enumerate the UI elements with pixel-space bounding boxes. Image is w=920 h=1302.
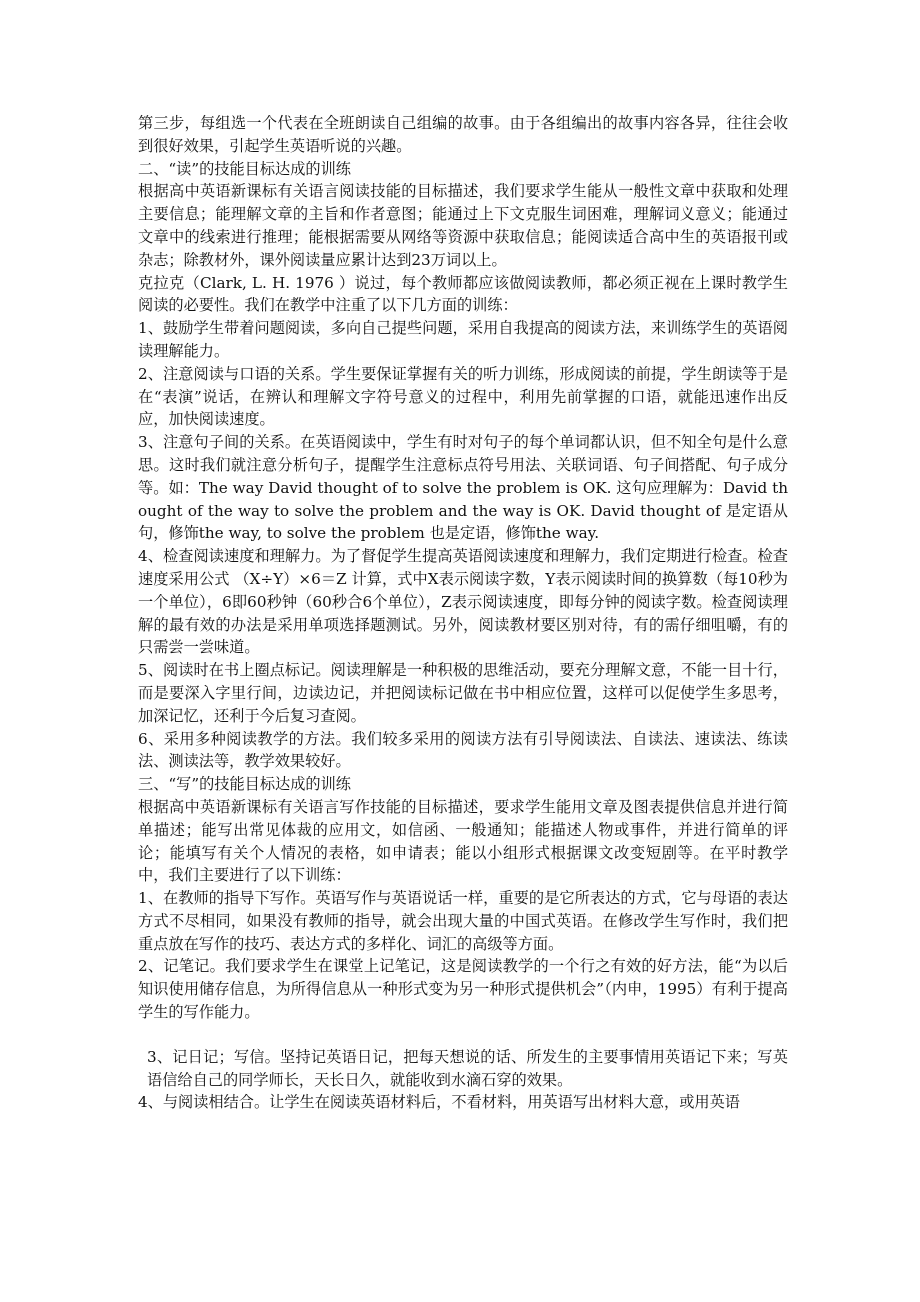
list-item-reading-4: 4、检查阅读速度和理解力。为了督促学生提高英语阅读速度和理解力，我们定期进行检查。检查速度采用公式 （X÷Y）×6＝Z 计算，式中X表示阅读字数，Y表示阅读时间的换算数（每10秒为一个单位），6即60秒钟（60秒合6个单位），Z表示阅读速度，即每分钟的阅读字数。检查阅读理解的最有效的办法是采用单项选择题测试。另外，阅读教材要区别对待，有的需仔细咀嚼，有的只需尝一尝味道。 [138, 547, 788, 657]
list-item-reading-6: 6、采用多种阅读教学的方法。我们较多采用的阅读方法有引导阅读法、自读法、速读法、练读法、测读法等，教学效果较好。 [138, 729, 788, 771]
list-item-reading-5: 5、阅读时在书上圈点标记。阅读理解是一种积极的思维活动，要充分理解文意，不能一目十行，而是要深入字里行间，边读边记，并把阅读标记做在书中相应位置，这样可以促使学生多思考，加深记忆，还利于今后复习查阅。 [138, 661, 788, 725]
document-page [138, 112, 788, 1114]
list-item-reading-3: 3、注意句子间的关系。在英语阅读中，学生有时对句子的每个单词都认识，但不知全句是什么意思。这时我们就注意分析句子，提醒学生注意标点符号用法、关联词语、句子间搭配、句子成分等。如：The way David thought of to solve the problem is OK. 这句应理解为：David thought of the way to solve the problem and the way is OK. David thought of 是定语从句，修饰the way, to solve the problem 也是定语，修饰the way. [138, 433, 788, 543]
list-item-reading-1: 1、鼓励学生带着问题阅读，多向自己提些问题，采用自我提高的阅读方法，来训练学生的英语阅读理解能力。 [138, 319, 788, 360]
list-item-reading-2: 2、注意阅读与口语的关系。学生要保证掌握有关的听力训练，形成阅读的前提，学生朗读等于是在“表演”说话，在辨认和理解文字符号意义的过程中，利用先前掌握的口语，就能迅速作出反应，加快阅读速度。 [138, 364, 788, 429]
paragraph-step-three: 第三步，每组选一个代表在全班朗读自己组编的故事。由于各组编出的故事内容各异，往往会收到很好效果，引起学生英语听说的兴趣。 [138, 114, 788, 155]
paragraph-gap [138, 1024, 788, 1046]
heading-reading-skill: 二、“读”的技能目标达成的训练 [138, 159, 351, 178]
list-item-writing-4: 4、与阅读相结合。让学生在阅读英语材料后，不看材料，用英语写出材料大意，或用英语 [138, 1093, 740, 1112]
paragraph-reading-standards: 根据高中英语新课标有关语言阅读技能的目标描述，我们要求学生能从一般性文章中获取和处理主要信息；能理解文章的主旨和作者意图；能通过上下文克服生词困难，理解词义意义；能通过文章中的线索进行推理；能根据需要从网络等资源中获取信息；能阅读适合高中生的英语报刊或杂志；除教材外，课外阅读量应累计达到23万词以上。 [138, 182, 788, 269]
heading-writing-skill: 三、“写”的技能目标达成的训练 [138, 775, 351, 794]
paragraph-clark-quote: 克拉克（Clark, L. H. 1976 ）说过，每个教师都应该做阅读教师，都必须正视在上课时教学生阅读的必要性。我们在教学中注重了以下几方面的训练： [138, 273, 788, 315]
list-item-writing-1: 1、在教师的指导下写作。英语写作与英语说话一样，重要的是它所表达的方式，它与母语的表达方式不尽相同，如果没有教师的指导，就会出现大量的中国式英语。在修改学生写作时，我们把重点放在写作的技巧、表达方式的多样化、词汇的高级等方面。 [138, 889, 788, 953]
paragraph-writing-standards: 根据高中英语新课标有关语言写作技能的目标描述，要求学生能用文章及图表提供信息并进行简单描述；能写出常见体裁的应用文，如信函、一般通知；能描述人物或事件，并进行简单的评论；能填写有关个人情况的表格，如申请表；能以小组形式根据课文改变短剧等。在平时教学中，我们主要进行了以下训练： [138, 797, 788, 885]
list-item-writing-3: 3、记日记；写信。坚持记英语日记，把每天想说的话、所发生的主要事情用英语记下来；写英语信给自己的同学师长，天长日久，就能收到水滴石穿的效果。 [147, 1047, 788, 1089]
list-item-writing-2: 2、记笔记。我们要求学生在课堂上记笔记，这是阅读教学的一个行之有效的好方法，能“为以后知识使用储存信息，为所得信息从一种形式变为另一种形式提供机会”（内申，1995）有利于提高学生的写作能力。 [138, 957, 788, 1022]
